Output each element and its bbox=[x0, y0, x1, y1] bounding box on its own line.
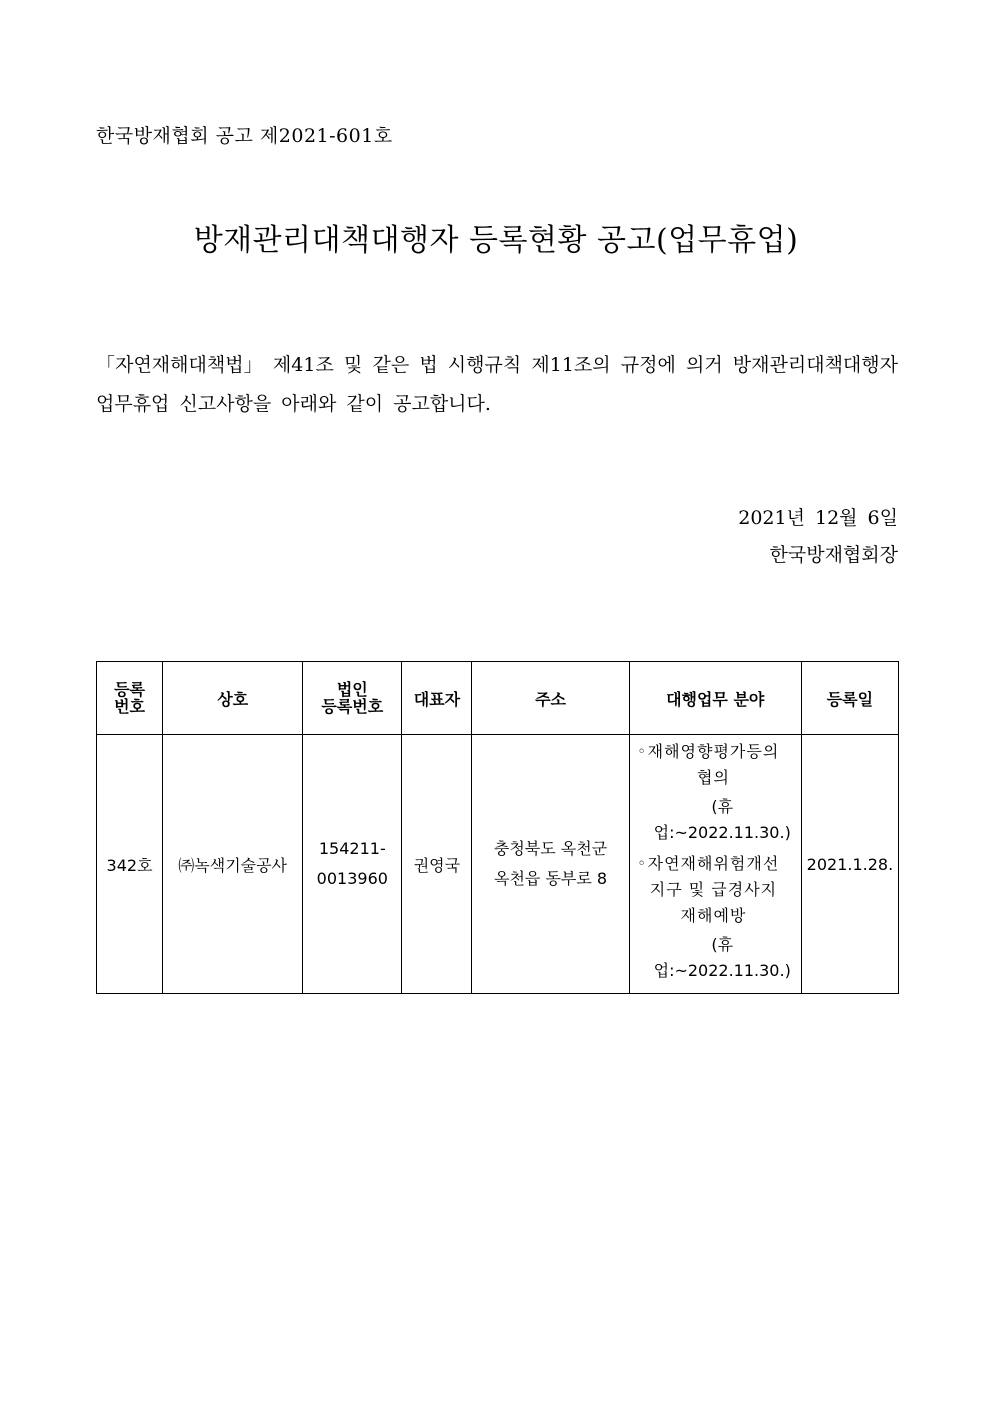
field-item: ◦ 자연재해위험개선 지구 및 급경사지 재해예방 (휴업:~2022.11.30.) bbox=[636, 851, 797, 987]
field-note: (휴업:~2022.11.30.) bbox=[653, 797, 791, 842]
header-representative: 대표자 bbox=[402, 662, 472, 735]
table-row bbox=[97, 735, 899, 994]
cell-address: 충청북도 옥천군 옥천읍 동부로 8 bbox=[472, 735, 629, 994]
header-company: 상호 bbox=[163, 662, 303, 735]
body-paragraph: 「자연재해대책법」 제41조 및 같은 법 시행규칙 제11조의 규정에 의거 방재관리대책대행자 업무휴업 신고사항을 아래와 같이 공고합니다. bbox=[96, 354, 898, 415]
cell-business-field bbox=[629, 735, 801, 994]
header-corp-no: 법인 등록번호 bbox=[303, 662, 402, 735]
cell-representative: 권영국 bbox=[402, 735, 472, 994]
cell-company: ㈜녹색기술공사 bbox=[163, 735, 303, 994]
bullet-icon: ◦ bbox=[637, 744, 646, 760]
header-reg-no: 등록 번호 bbox=[97, 662, 163, 735]
notice-number: 한국방재협회 공고 제2021-601호 bbox=[96, 125, 393, 147]
registration-table bbox=[96, 661, 899, 994]
cell-corp-no: 154211- 0013960 bbox=[303, 735, 402, 994]
header-business-field: 대행업무 분야 bbox=[629, 662, 801, 735]
header-reg-date: 등록일 bbox=[801, 662, 898, 735]
field-item: ◦ 재해영향평가등의 협의 (휴업:~2022.11.30.) bbox=[636, 739, 797, 849]
issue-date: 2021년 12월 6일 bbox=[738, 507, 898, 529]
bullet-icon: ◦ bbox=[637, 856, 646, 872]
signer: 한국방재협회장 bbox=[769, 544, 898, 566]
cell-reg-no: 342호 bbox=[97, 735, 163, 994]
table-header-row bbox=[97, 662, 899, 735]
header-address: 주소 bbox=[472, 662, 629, 735]
cell-reg-date: 2021.1.28. bbox=[801, 735, 898, 994]
document-title: 방재관리대책대행자 등록현황 공고(업무휴업) bbox=[193, 223, 799, 258]
field-note: (휴업:~2022.11.30.) bbox=[653, 935, 791, 980]
